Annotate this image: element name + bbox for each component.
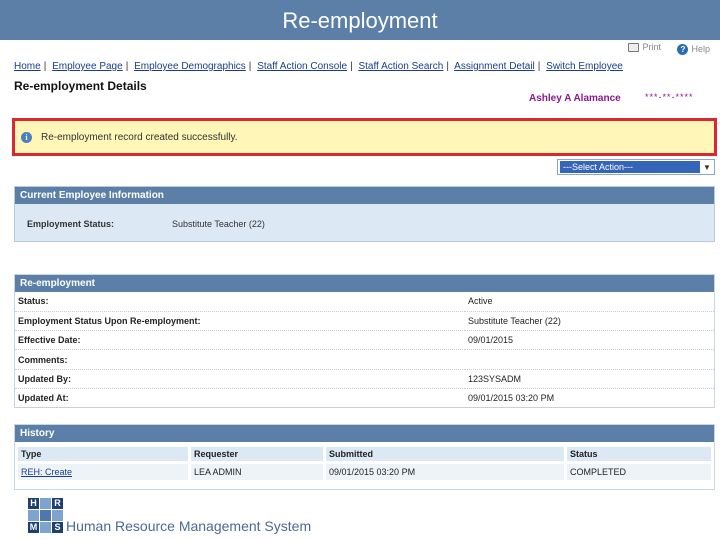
detail-value (465, 350, 714, 369)
detail-value: 09/01/2015 03:20 PM (465, 388, 714, 407)
detail-label: Updated At: (15, 388, 465, 407)
logo-letter-s: S (52, 522, 63, 533)
detail-label: Status: (15, 292, 465, 311)
logo-letter-m: M (29, 522, 38, 532)
history-requester-cell: LEA ADMIN (191, 464, 323, 480)
history-status-cell: COMPLETED (567, 464, 711, 480)
column-header-status: Status (567, 447, 711, 461)
employment-status-label: Employment Status: (27, 219, 115, 229)
logo-block (52, 510, 63, 521)
nav-separator: | (125, 61, 129, 72)
table-row (15, 331, 714, 350)
employment-status-value: Substitute Teacher (22) (172, 219, 265, 229)
select-action-dropdown[interactable] (557, 159, 715, 175)
table-row (15, 388, 714, 407)
success-message-text: Re-employment record created successfully. (41, 131, 238, 143)
column-header-submitted: Submitted (326, 447, 564, 461)
current-employee-panel (14, 186, 715, 242)
nav-separator: | (248, 61, 252, 72)
nav-separator: | (43, 61, 47, 72)
nav-link-switch-employee[interactable]: Switch Employee (546, 61, 623, 72)
table-row (15, 311, 714, 330)
nav-separator: | (446, 61, 449, 72)
nav-separator: | (537, 61, 541, 72)
breadcrumb-nav (14, 61, 623, 72)
print-label: Print (642, 42, 661, 52)
table-row (15, 350, 714, 369)
print-button[interactable] (628, 42, 661, 52)
logo-block (40, 522, 51, 533)
chevron-down-icon: ▼ (703, 162, 711, 172)
logo-block (40, 510, 51, 521)
help-button[interactable] (677, 44, 710, 55)
logo-letter-r: R (52, 498, 63, 509)
employee-name: Ashley A Alamance (529, 93, 621, 104)
hrms-logo (28, 498, 63, 533)
table-row (15, 369, 714, 388)
help-icon: ? (677, 44, 688, 55)
nav-link-assignment-detail[interactable]: Assignment Detail (454, 61, 535, 72)
nav-link-employee-demographics[interactable]: Employee Demographics (134, 61, 246, 72)
history-type-cell (18, 464, 188, 480)
reemployment-panel (14, 274, 715, 408)
detail-label: Employment Status Upon Re-employment: (15, 311, 465, 330)
print-icon (628, 43, 639, 52)
history-panel (14, 424, 715, 490)
history-type-link[interactable]: REH: Create (21, 467, 73, 477)
reemployment-header: Re-employment (15, 275, 714, 292)
hrms-logo-mark (28, 498, 63, 533)
logo-letter-h: H (28, 498, 39, 509)
detail-label: Effective Date: (15, 331, 465, 350)
current-employee-header: Current Employee Information (15, 187, 714, 204)
nav-link-staff-action-search[interactable]: Staff Action Search (358, 61, 444, 72)
logo-block (40, 498, 51, 509)
nav-link-staff-action-console[interactable]: Staff Action Console (257, 61, 348, 72)
column-header-requester: Requester (191, 447, 323, 461)
detail-label: Comments: (15, 350, 465, 369)
history-header-row (18, 447, 711, 461)
banner-title: Re-employment (282, 8, 438, 33)
employee-ssn: ***-**-**** (645, 92, 694, 102)
table-row (18, 464, 711, 480)
employment-status-row (27, 219, 265, 229)
nav-link-home[interactable]: Home (14, 61, 41, 72)
detail-label: Updated By: (15, 369, 465, 388)
help-label: Help (691, 44, 710, 54)
reemployment-details-table (15, 292, 714, 408)
select-action-value: ---Select Action--- (560, 161, 700, 173)
table-row (15, 292, 714, 311)
hrms-logo-text: Human Resource Management System (66, 518, 312, 534)
nav-link-employee-page[interactable]: Employee Page (52, 61, 123, 72)
detail-value: 09/01/2015 (465, 331, 714, 350)
success-message (12, 118, 717, 156)
detail-value: 123SYSADM (465, 369, 714, 388)
column-header-type: Type (18, 447, 188, 461)
history-header: History (15, 425, 714, 442)
info-icon: i (21, 132, 32, 143)
detail-value: Substitute Teacher (22) (465, 311, 714, 330)
page-title: Re-employment Details (14, 79, 147, 93)
top-banner (0, 0, 720, 40)
detail-value: Active (465, 292, 714, 311)
logo-block (28, 510, 39, 521)
page-toolbar (614, 42, 710, 55)
history-table (15, 444, 714, 483)
nav-separator: | (350, 61, 353, 72)
history-submitted-cell: 09/01/2015 03:20 PM (326, 464, 564, 480)
